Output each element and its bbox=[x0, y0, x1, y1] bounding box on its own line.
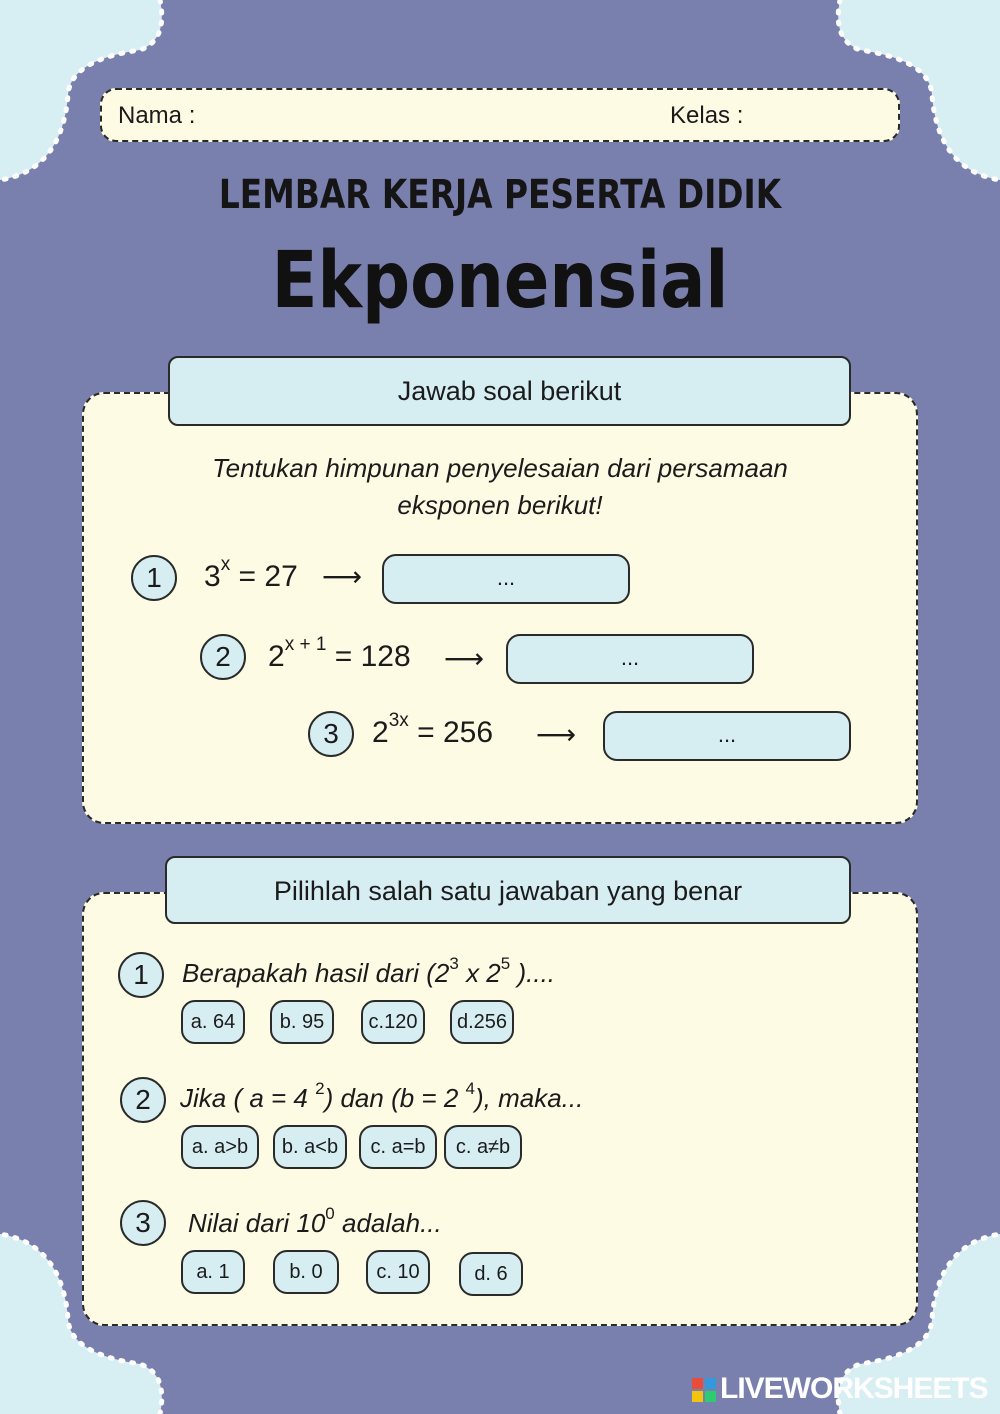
option-button[interactable]: b. 0 bbox=[273, 1250, 339, 1294]
equation: $2^{x + 1} = 128$ bbox=[268, 634, 411, 673]
answer-box[interactable]: ... bbox=[506, 634, 754, 684]
option-button[interactable]: c. a≠b bbox=[444, 1125, 522, 1169]
question-text: Jika ( a = 4 $^2$) dan (b = 2 $^4$), maka... bbox=[180, 1079, 584, 1113]
name-label: Nama : bbox=[118, 102, 196, 129]
question-text: Berapakah hasil dari ($2^3$ x $2^5$ ).... bbox=[182, 954, 556, 988]
item-number: 1 bbox=[131, 555, 177, 601]
question-text: Nilai dari $10^0$ adalah... bbox=[188, 1204, 442, 1238]
item-number: 2 bbox=[200, 634, 246, 680]
option-button[interactable]: c.120 bbox=[361, 1000, 425, 1044]
liveworksheets-logo-icon bbox=[692, 1378, 716, 1402]
page-title: Ekponensial bbox=[271, 236, 729, 326]
arrow-icon: ⟶ bbox=[536, 719, 577, 750]
option-button[interactable]: c. 10 bbox=[366, 1250, 430, 1294]
answer-box[interactable]: ... bbox=[382, 554, 630, 604]
section2-tab: Pilihlah salah satu jawaban yang benar bbox=[165, 856, 851, 924]
worksheet-subtitle: LEMBAR KERJA PESERTA DIDIK bbox=[218, 172, 782, 218]
option-button[interactable]: b. 95 bbox=[270, 1000, 334, 1044]
question-number: 3 bbox=[120, 1200, 166, 1246]
section1-instruction-line2: eksponen berikut! bbox=[397, 490, 603, 520]
option-button[interactable]: a. 1 bbox=[181, 1250, 245, 1294]
answer-box[interactable]: ... bbox=[603, 711, 851, 761]
section1-tab: Jawab soal berikut bbox=[168, 356, 851, 426]
equation: $2^{3x} = 256$ bbox=[372, 710, 494, 749]
arrow-icon: ⟶ bbox=[444, 643, 485, 674]
question-number: 2 bbox=[120, 1077, 166, 1123]
option-button[interactable]: d.256 bbox=[450, 1000, 514, 1044]
item-number: 3 bbox=[308, 711, 354, 757]
option-button[interactable]: a. a>b bbox=[181, 1125, 259, 1169]
equation: 3$^x$ = 27 bbox=[204, 554, 298, 593]
name-class-bar bbox=[100, 88, 900, 142]
option-button[interactable]: b. a<b bbox=[273, 1125, 347, 1169]
option-button[interactable]: c. a=b bbox=[359, 1125, 437, 1169]
arrow-icon: ⟶ bbox=[322, 561, 363, 592]
section1-instruction-line1: Tentukan himpunan penyelesaian dari persamaan bbox=[212, 453, 788, 483]
question-number: 1 bbox=[118, 952, 164, 998]
option-button[interactable]: d. 6 bbox=[459, 1252, 523, 1296]
class-label: Kelas : bbox=[670, 102, 744, 129]
brand-wordmark: LIVEWORKSHEETS bbox=[720, 1372, 988, 1405]
option-button[interactable]: a. 64 bbox=[181, 1000, 245, 1044]
